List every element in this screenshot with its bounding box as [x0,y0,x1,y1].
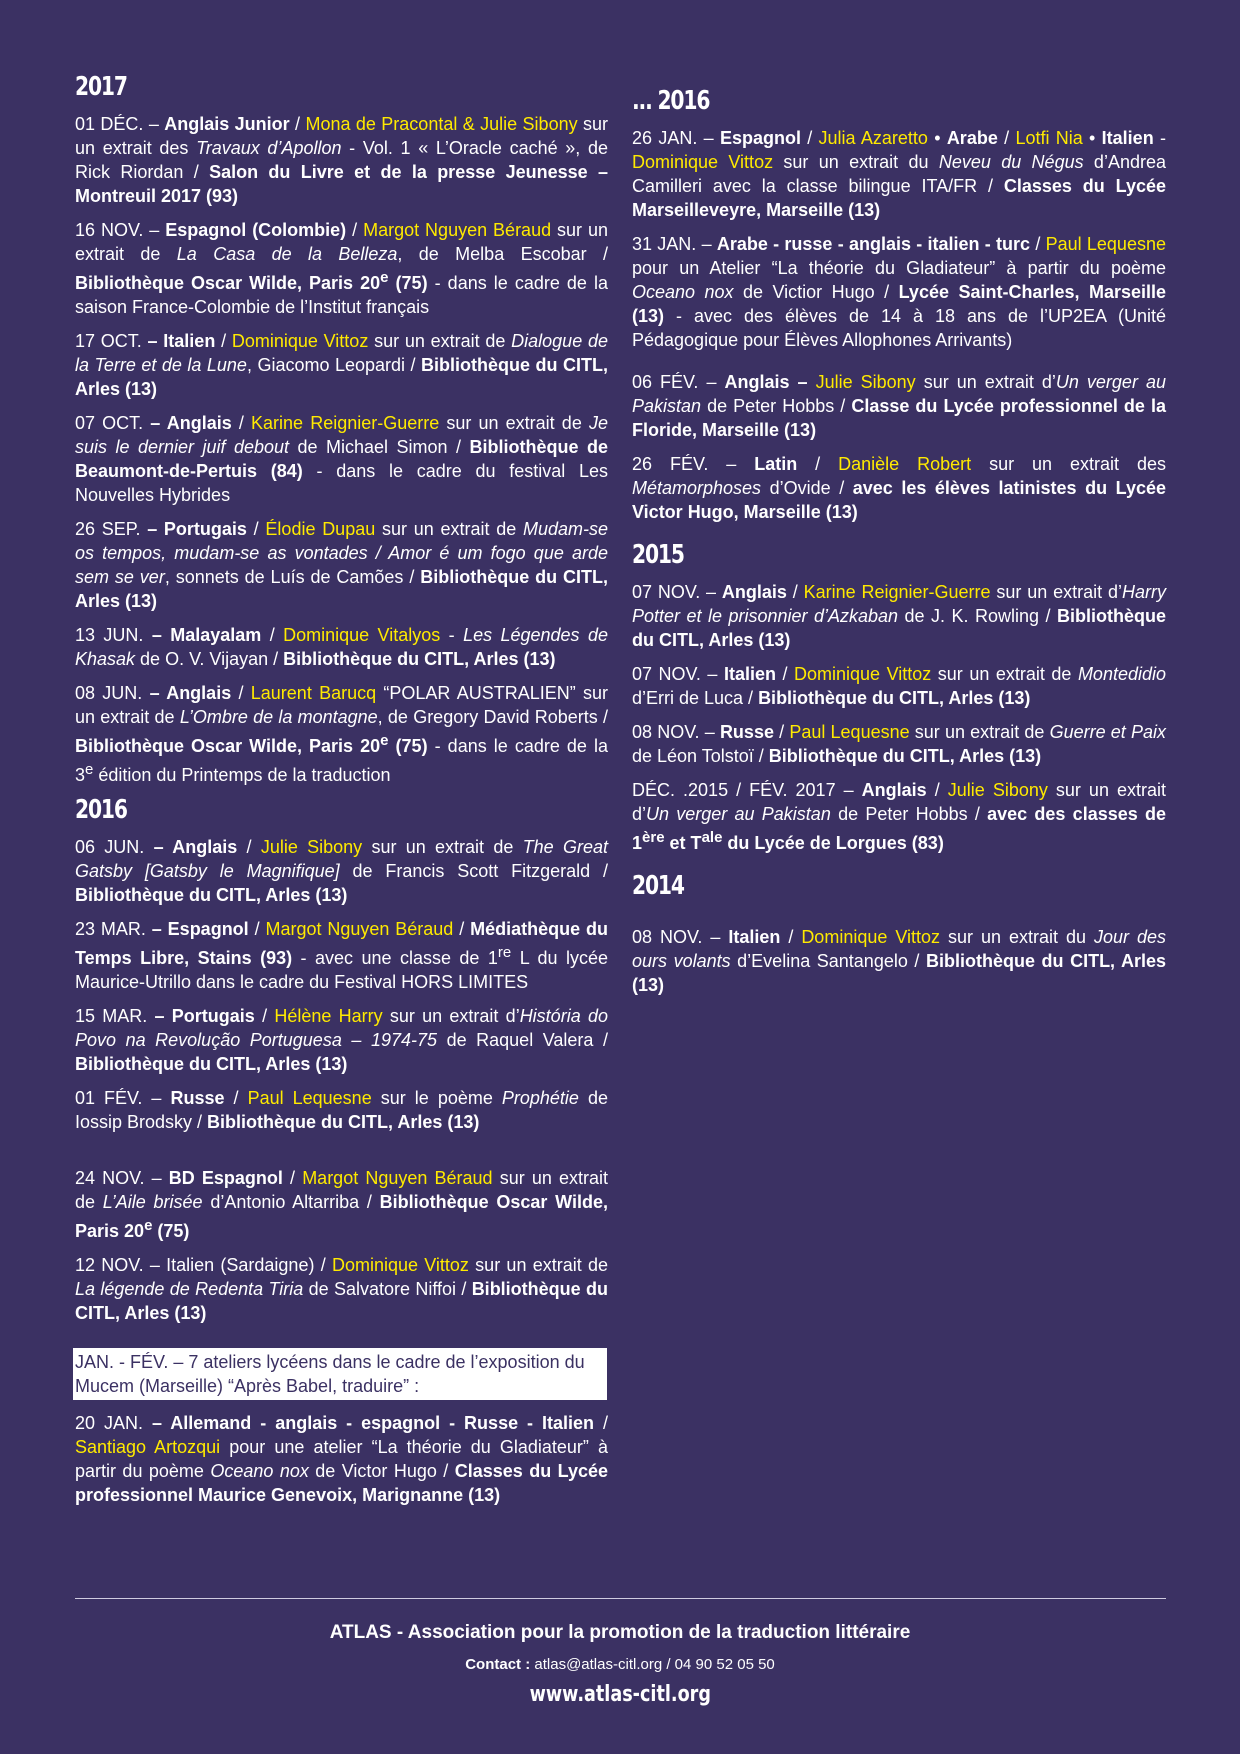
event-entry: 20 JAN. – Allemand - anglais - espagnol - Russe - Italien / Santiago Artozqui pour une atelier “La théorie du Gladiateur” à partir du poème Oceano nox de Victor Hugo / Classes du Lycée professionnel Maurice Genevoix, Marignanne (13) [75,1413,609,1505]
website-link[interactable]: www.atlas-citl.org [529,1682,711,1707]
event-entry: 31 JAN. – Arabe - russe - anglais - italien - turc / Paul Lequesne pour un Atelier “La théorie du Gladiateur” à partir du poème Oceano nox de Victior Hugo / Lycée Saint-Charles, Marseille (13) - avec des élèves de 14 à 18 ans de l’UP2EA (Unité Pédagogique pour Élèves Allophones Arrivants) [632,234,1166,350]
event-entry: 07 NOV. – Anglais / Karine Reignier-Guerre sur un extrait d’Harry Potter et le prisonnier d’Azkaban de J. K. Rowling / Bibliothèque du CITL, Arles (13) [632,582,1166,650]
event-entry: 15 MAR. – Portugais / Hélène Harry sur un extrait d’História do Povo na Revolução Portuguesa – 1974-75 de Raquel Valera / Bibliothèque du CITL, Arles (13) [75,1006,608,1074]
footer-contact [0,1656,1240,1673]
event-entry: 06 FÉV. – Anglais – Julie Sibony sur un extrait d’Un verger au Pakistan de Peter Hobbs / Classe du Lycée professionnel de la Floride, Marseille (13) [632,372,1166,440]
right-column [632,88,1166,1007]
event-entry: 23 MAR. – Espagnol / Margot Nguyen Béraud / Médiathèque du Temps Libre, Stains (93) - avec une classe de 1re L du lycée Maurice-Utrillo dans le cadre du Festival HORS LIMITES [75,919,608,992]
event-entry: 01 DÉC. – Anglais Junior / Mona de Pracontal & Julie Sibony sur un extrait des Travaux d’Apollon - Vol. 1 « L’Oracle caché », de Rick Riordan / Salon du Livre et de la presse Jeunesse – Montreuil 2017 (93) [75,114,608,206]
event-entry: 12 NOV. – Italien (Sardaigne) / Dominique Vittoz sur un extrait de La légende de Redenta Tiria de Salvatore Niffoi / Bibliothèque du CITL, Arles (13) [75,1255,608,1323]
event-entry: 17 OCT. – Italien / Dominique Vittoz sur un extrait de Dialogue de la Terre et de la Lune, Giacomo Leopardi / Bibliothèque du CITL, Arles (13) [75,331,609,399]
contact-value[interactable]: atlas@atlas-citl.org / 04 90 52 05 50 [534,1656,775,1673]
event-entry: 08 NOV. – Russe / Paul Lequesne sur un extrait de Guerre et Paix de Léon Tolstoï / Bibliothèque du CITL, Arles (13) [632,722,1166,766]
event-entry: 13 JUN. – Malayalam / Dominique Vitalyos - Les Légendes de Khasak de O. V. Vijayan / Bibliothèque du CITL, Arles (13) [75,625,608,669]
footer-divider [75,1598,1166,1599]
event-entry: 26 FÉV. – Latin / Danièle Robert sur un extrait des Métamorphoses d’Ovide / avec les élèves latinistes du Lycée Victor Hugo, Marseille (13) [632,454,1166,522]
event-entry: DÉC. .2015 / FÉV. 2017 – Anglais / Julie Sibony sur un extrait d’Un verger au Pakistan de Peter Hobbs / avec des classes de 1ère et $T^{ale}$ du Lycée de Lorgues (83) [632,780,1167,853]
event-entry: 24 NOV. – BD Espagnol / Margot Nguyen Béraud sur un extrait de L’Aile brisée d’Antonio Altarriba / Bibliothèque Oscar Wilde, Paris 20e (75) [75,1168,608,1241]
year-heading-2015: 2015 [632,540,684,570]
footer-title: ATLAS - Association pour la promotion de la traduction littéraire [329,1622,911,1643]
event-entry: 26 JAN. – Espagnol / Julia Azaretto • Arabe / Lotfi Nia • Italien - Dominique Vittoz sur un extrait du Neveu du Négus d’Andrea Camilleri avec la classe bilingue ITA/FR / Classes du Lycée Marseilleveyre, Marseille (13) [632,128,1166,220]
year-heading-2016-continued: ... 2016 [632,86,710,116]
year-heading-2016: 2016 [75,795,127,825]
mucem-notice-box: JAN. - FÉV. – 7 ateliers lycéens dans le cadre de l’exposition du Mucem (Marseille) “Après Babel, traduire” : [72,1347,608,1401]
event-entry: 01 FÉV. – Russe / Paul Lequesne sur le poème Prophétie de Iossip Brodsky / Bibliothèque du CITL, Arles (13) [75,1088,609,1132]
event-entry: 08 NOV. – Italien / Dominique Vittoz sur un extrait du Jour des ours volants d’Evelina Santangelo / Bibliothèque du CITL, Arles (13) [632,927,1166,995]
event-entry: 06 JUN. – Anglais / Julie Sibony sur un extrait de The Great Gatsby [Gatsby le Magnifique] de Francis Scott Fitzgerald / Bibliothèque du CITL, Arles (13) [75,837,608,905]
left-column [75,74,608,1517]
event-entry: 16 NOV. – Espagnol (Colombie) / Margot Nguyen Béraud sur un extrait de La Casa de la Belleza, de Melba Escobar / Bibliothèque Oscar Wilde, Paris 20e (75) - dans le cadre de la saison France-Colombie de l’Institut français [75,220,609,317]
event-entry: 07 OCT. – Anglais / Karine Reignier-Guerre sur un extrait de Je suis le dernier juif debout de Michael Simon / Bibliothèque de Beaumont-de-Pertuis (84) - dans le cadre du festival Les Nouvelles Hybrides [75,413,609,505]
year-heading-2017: 2017 [75,72,127,102]
year-heading-2014: 2014 [632,871,684,901]
event-entry: 26 SEP. – Portugais / Élodie Dupau sur un extrait de Mudam-se os tempos, mudam-se as vontades / Amor é um fogo que arde sem se ver, sonnets de Luís de Camões / Bibliothèque du CITL, Arles (13) [75,519,608,611]
contact-label: Contact : [465,1656,535,1673]
event-entry: 07 NOV. – Italien / Dominique Vittoz sur un extrait de Montedidio d’Erri de Luca / Bibliothèque du CITL, Arles (13) [632,664,1166,708]
event-entry: 08 JUN. – Anglais / Laurent Barucq “POLAR AUSTRALIEN” sur un extrait de L’Ombre de la montagne, de Gregory David Roberts / Bibliothèque Oscar Wilde, Paris 20e (75) - dans le cadre de la 3e édition du Printemps de la traduction [75,683,609,785]
